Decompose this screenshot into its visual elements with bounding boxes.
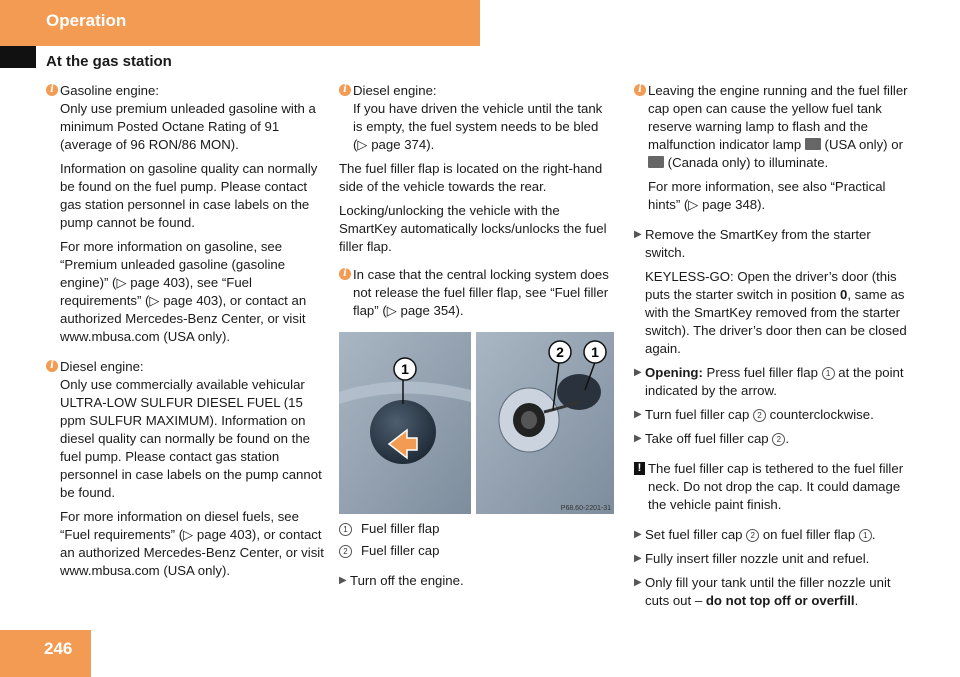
marker-2: 2 bbox=[556, 344, 564, 360]
caption-text: Fuel filler flap bbox=[361, 521, 440, 536]
step-item bbox=[634, 364, 910, 400]
step-text: Turn fuel filler cap bbox=[645, 407, 750, 422]
step-text: counterclockwise. bbox=[769, 407, 874, 422]
step-text: . bbox=[785, 431, 789, 446]
caption-item bbox=[339, 520, 615, 538]
gasoline-note bbox=[46, 82, 324, 346]
step-item bbox=[634, 550, 910, 568]
step-text: Take off fuel filler cap bbox=[645, 431, 769, 446]
step-text: Remove the SmartKey from the starter switch. bbox=[645, 227, 871, 260]
number-badge: 1 bbox=[339, 523, 352, 536]
step-text: KEYLESS-GO: Open the driver’s door (this puts the starter switch in position bbox=[645, 269, 897, 302]
page-number: 246 bbox=[44, 639, 73, 658]
step-text: at the point indicated by the arrow. bbox=[645, 365, 904, 398]
step-arrow-icon: ▶ bbox=[634, 409, 642, 420]
note-text: Information on gasoline quality can normally be found on the fuel pump. Please contact gas station personnel in case labels on the pump cannot be found. bbox=[60, 161, 318, 230]
note-text: For more information, see also “Practical hints” (▷ page 348). bbox=[648, 179, 886, 212]
note-text: If you have driven the vehicle until the tank is empty, the fuel system needs to be bled (▷ page 374). bbox=[353, 101, 603, 152]
info-icon: i bbox=[46, 360, 58, 372]
step-text: on fuel filler flap bbox=[762, 527, 856, 542]
step-arrow-icon: ▶ bbox=[339, 575, 347, 586]
check-engine-lamp-icon bbox=[805, 138, 821, 150]
engine-symbol-lamp-icon bbox=[648, 156, 664, 168]
note-text: Only use premium unleaded gasoline with a minimum Posted Octane Rating of 91 (average of 96 RON/86 MON). bbox=[60, 101, 316, 152]
note-text: (Canada only) to illuminate. bbox=[667, 155, 829, 170]
note-text: (USA only) or bbox=[824, 137, 903, 152]
marker-1: 1 bbox=[591, 344, 599, 360]
middle-column bbox=[339, 82, 615, 596]
warning-icon: ! bbox=[634, 462, 645, 475]
note-lead: Gasoline engine: bbox=[60, 83, 159, 98]
step-item bbox=[634, 574, 910, 610]
step-emphasis: do not top off or overfill bbox=[705, 593, 855, 608]
step-arrow-icon: ▶ bbox=[634, 553, 642, 564]
step-arrow-icon: ▶ bbox=[634, 577, 642, 588]
paragraph: Locking/unlocking the vehicle with the SmartKey automatically locks/unlocks the fuel filler flap. bbox=[339, 203, 607, 254]
warning-text: The fuel filler cap is tethered to the fuel filler neck. Do not drop the cap. It could damage the vehicle paint finish. bbox=[648, 461, 904, 512]
note-lead: Diesel engine: bbox=[353, 83, 437, 98]
diesel-note bbox=[46, 358, 324, 580]
number-badge: 2 bbox=[772, 433, 785, 446]
caption-text: Fuel filler cap bbox=[361, 543, 440, 558]
step-arrow-icon: ▶ bbox=[634, 529, 642, 540]
figure-code: P68.60-2201-31 bbox=[560, 505, 611, 512]
step-text: , same as with the SmartKey removed from the starter switch). The driver’s door then can be closed again. bbox=[645, 287, 907, 356]
step-arrow-icon: ▶ bbox=[634, 229, 642, 240]
step-text: Press fuel filler flap bbox=[706, 365, 818, 380]
step-item bbox=[339, 572, 615, 590]
position-zero: 0 bbox=[839, 287, 848, 302]
engine-running-note bbox=[634, 82, 910, 214]
step-item bbox=[634, 226, 910, 358]
caption-item bbox=[339, 542, 615, 560]
note-text: In case that the central locking system does not release the fuel filler flap, see “Fuel filler flap” (▷ page 354). bbox=[353, 267, 609, 318]
number-badge: 2 bbox=[746, 529, 759, 542]
number-badge: 2 bbox=[339, 545, 352, 558]
section-title: Operation bbox=[46, 11, 127, 30]
step-text: . bbox=[871, 527, 876, 542]
note-text: Only use commercially available vehicular ULTRA-LOW SULFUR DIESEL FUEL (15 ppm SULFUR MAXIMUM). Information on diesel quality can normally be found on the fuel pump. Please contact gas station personnel in case labels on the pump cannot be found. bbox=[60, 377, 322, 500]
note-text: Leaving the engine running and the fuel filler cap open can cause the yellow fuel tank reserve warning lamp to flash and the malfunction indicator lamp bbox=[648, 83, 908, 152]
step-arrow-icon: ▶ bbox=[634, 433, 642, 444]
warning-note bbox=[634, 460, 910, 514]
step-text: Fully insert filler nozzle unit and refuel. bbox=[645, 551, 870, 566]
note-lead: Diesel engine: bbox=[60, 359, 144, 374]
subsection-title: At the gas station bbox=[46, 53, 172, 70]
note-text: For more information on diesel fuels, see “Fuel requirements” (▷ page 403), or contact an authorized Mercedes-Benz Center, or visit www.mbusa.com (USA only). bbox=[60, 509, 324, 578]
central-locking-note bbox=[339, 266, 615, 320]
number-badge: 2 bbox=[753, 409, 766, 422]
step-arrow-icon: ▶ bbox=[634, 367, 642, 378]
step-text: Turn off the engine. bbox=[350, 573, 464, 588]
step-text: . bbox=[854, 593, 859, 608]
step-item bbox=[634, 430, 910, 448]
info-icon: i bbox=[46, 84, 58, 96]
right-column bbox=[634, 82, 910, 616]
info-icon: i bbox=[634, 84, 646, 96]
step-label: Opening: bbox=[645, 365, 703, 380]
header-marker bbox=[0, 46, 36, 68]
info-icon: i bbox=[339, 268, 351, 280]
step-item bbox=[634, 406, 910, 424]
step-text: Set fuel filler cap bbox=[645, 527, 743, 542]
fuel-filler-illustration bbox=[339, 332, 614, 514]
note-text: For more information on gasoline, see “Premium unleaded gasoline (gasoline engine)” (▷ page 403), see “Fuel requirements” (▷ page 403), or contact an authorized Mercedes-Benz Center, or visit www.mbusa.com (USA only). bbox=[60, 239, 307, 344]
info-icon: i bbox=[339, 84, 351, 96]
step-item bbox=[634, 526, 910, 544]
number-badge: 1 bbox=[859, 529, 872, 542]
left-column bbox=[46, 82, 324, 592]
diesel-bleed-note bbox=[339, 82, 615, 154]
step-text: Only fill your tank until the filler nozzle unit cuts out – bbox=[645, 575, 891, 608]
marker-1: 1 bbox=[401, 361, 409, 377]
fuel-filler-figure bbox=[339, 332, 614, 514]
paragraph: The fuel filler flap is located on the right-hand side of the vehicle towards the rear. bbox=[339, 161, 603, 194]
number-badge: 1 bbox=[822, 367, 835, 380]
